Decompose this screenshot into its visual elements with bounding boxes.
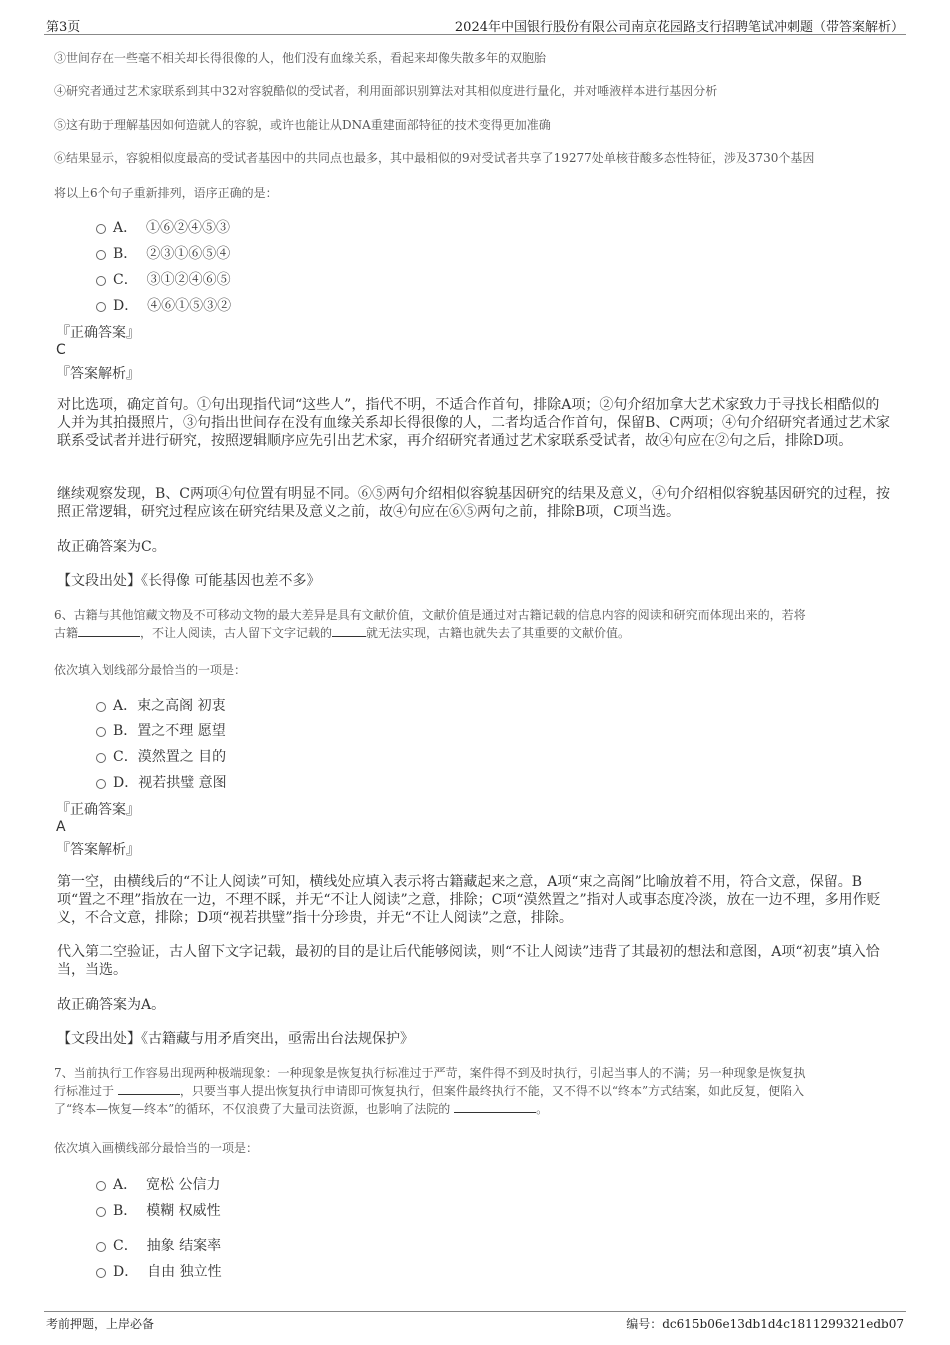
page-number: 第3页 [46, 20, 81, 35]
q5-analysis-paragraph-1: 对比选项，确定首句。①句出现指代词“这些人”，指代不明，不适合作首句，排除A项；②句介绍加拿大艺术家致力于寻找长相酷似的人并为其拍摄照片，③句指出世间存在没有血缘关系却长得很像的人，二者均适合作首句，保留B、C两项；④句介绍研究者通过艺术家联系受试者并进行研究，按照逻辑顺序应先引出艺术家，再介绍研究者通过艺术家联系受试者，故④句应在②句之后，排除D项。 [57, 397, 890, 449]
radio-icon[interactable] [96, 1207, 106, 1217]
blank-1[interactable] [118, 1082, 180, 1095]
q6-option-d[interactable]: D．视若拱璧 意图 [96, 772, 227, 792]
q6-answer-label: 『正确答案』 [56, 802, 140, 818]
document-title: 2024年中国银行股份有限公司南京花园路支行招聘笔试冲刺题（带答案解析） [454, 20, 904, 35]
footer-slogan: 考前押题，上岸必备 [46, 1317, 155, 1331]
q5-analysis-label: 『答案解析』 [56, 366, 140, 382]
q5-analysis-conclusion: 故正确答案为C。 [57, 539, 166, 555]
q6-source: 【文段出处】《古籍藏与用矛盾突出，亟需出台法规保护》 [57, 1031, 414, 1047]
q5-answer: C [56, 342, 66, 358]
q6-option-c[interactable]: C．漠然置之 目的 [96, 746, 226, 766]
q7-option-c[interactable]: C． 抽象 结案率 [96, 1235, 221, 1255]
radio-icon[interactable] [96, 753, 106, 763]
q7-instruction: 依次填入画横线部分最恰当的一项是： [54, 1141, 259, 1155]
q6-analysis-conclusion: 故正确答案为A。 [57, 997, 166, 1013]
q5-option-a[interactable]: A． ①⑥②④⑤③ [96, 217, 230, 237]
radio-icon[interactable] [96, 250, 106, 260]
q5-analysis-paragraph-2: 继续观察发现，B、C两项④句位置有明显不同。⑥⑤两句介绍相似容貌基因研究的结果及意义，④句介绍相似容貌基因研究的过程，按照正常逻辑，研究过程应该在研究结果及意义之前，故④句应在⑥⑤两句之前，排除B项，C项当选。 [57, 486, 890, 520]
radio-icon[interactable] [96, 727, 106, 737]
q6-option-b[interactable]: B．置之不理 愿望 [96, 720, 226, 740]
blank-1[interactable] [78, 624, 140, 637]
q7-option-d[interactable]: D． 自由 独立性 [96, 1261, 222, 1281]
q6-analysis-paragraph-1: 第一空，由横线后的“不让人阅读”可知，横线处应填入表示将古籍藏起来之意，A项“束之高阁”比喻放着不用，符合文意，保留。B项“置之不理”指放在一边，不理不睬，并无“不让人阅读”之意，排除；C项“漠然置之”指对人或事态度冷淡，放在一边不理，多用作贬义，不合文意，排除；D项“视若拱璧”指十分珍贵，并无“不让人阅读”之意，排除。 [57, 874, 881, 926]
sentence-5: ⑤这有助于理解基因如何造就人的容貌，或许也能让从DNA重建面部特征的技术变得更加准确 [54, 118, 551, 132]
q7-option-a[interactable]: A． 宽松 公信力 [96, 1174, 220, 1194]
q5-instruction: 将以上6个句子重新排列，语序正确的是： [54, 186, 278, 200]
sentence-4: ④研究者通过艺术家联系到其中32对容貌酷似的受试者，利用面部识别算法对其相似度进行量化，并对唾液样本进行基因分析 [54, 84, 718, 98]
q7-option-b[interactable]: B． 模糊 权威性 [96, 1200, 221, 1220]
radio-icon[interactable] [96, 702, 106, 712]
radio-icon[interactable] [96, 1268, 106, 1278]
page-footer [44, 1311, 906, 1334]
q7-stem: 7、当前执行工作容易出现两种极端现象：一种现象是恢复执行标准过于严苛，案件得不到及时执行，引起当事人的不满；另一种现象是恢复执 行标准过于 ，只要当事人提出恢复执行申请即可恢复执行，但案件最终执行不能，又不得不以“终本”方式结案，如此反复，便陷入 了“终本—恢复—终本”的循环，不仅浪费了大量司法资源，也影响了法院的 。 [54, 1066, 806, 1116]
radio-icon[interactable] [96, 779, 106, 789]
q5-option-c[interactable]: C． ③①②④⑥⑤ [96, 269, 231, 289]
radio-icon[interactable] [96, 1242, 106, 1252]
q6-analysis-paragraph-2: 代入第二空验证，古人留下文字记载，最初的目的是让后代能够阅读，则“不让人阅读”违背了其最初的想法和意图，A项“初衷”填入恰当，当选。 [57, 944, 880, 978]
blank-2[interactable] [332, 624, 366, 637]
q5-option-d[interactable]: D． ④⑥①⑤③② [96, 295, 231, 315]
q5-source: 【文段出处】《长得像 可能基因也差不多》 [57, 573, 321, 589]
q6-answer: A [56, 819, 66, 835]
q5-answer-label: 『正确答案』 [56, 325, 140, 341]
q6-instruction: 依次填入划线部分最恰当的一项是： [54, 663, 247, 677]
sentence-3: ③世间存在一些毫不相关却长得很像的人，他们没有血缘关系，看起来却像失散多年的双胞胎 [54, 51, 547, 65]
q6-stem: 6、古籍与其他馆藏文物及不可移动文物的最大差异是具有文献价值，文献价值是通过对古籍记载的信息内容的阅读和研究而体现出来的，若将 古籍 ，不让人阅读，古人留下文字记载的 就无法实现，古籍也就失去了其重要的文献价值。 [54, 608, 806, 640]
q5-option-b[interactable]: B． ②③①⑥⑤④ [96, 243, 230, 263]
document-id: 编号：dc615b06e13db1d4c1811299321edb07 [626, 1317, 904, 1331]
radio-icon[interactable] [96, 302, 106, 312]
radio-icon[interactable] [96, 276, 106, 286]
q6-analysis-label: 『答案解析』 [56, 842, 140, 858]
sentence-6: ⑥结果显示，容貌相似度最高的受试者基因中的共同点也最多，其中最相似的9对受试者共享了19277处单核苷酸多态性特征，涉及3730个基因 [54, 151, 815, 165]
q6-option-a[interactable]: A．束之高阁 初衷 [96, 695, 226, 715]
radio-icon[interactable] [96, 224, 106, 234]
page-header [44, 14, 906, 35]
radio-icon[interactable] [96, 1181, 106, 1191]
blank-2[interactable] [454, 1100, 536, 1113]
